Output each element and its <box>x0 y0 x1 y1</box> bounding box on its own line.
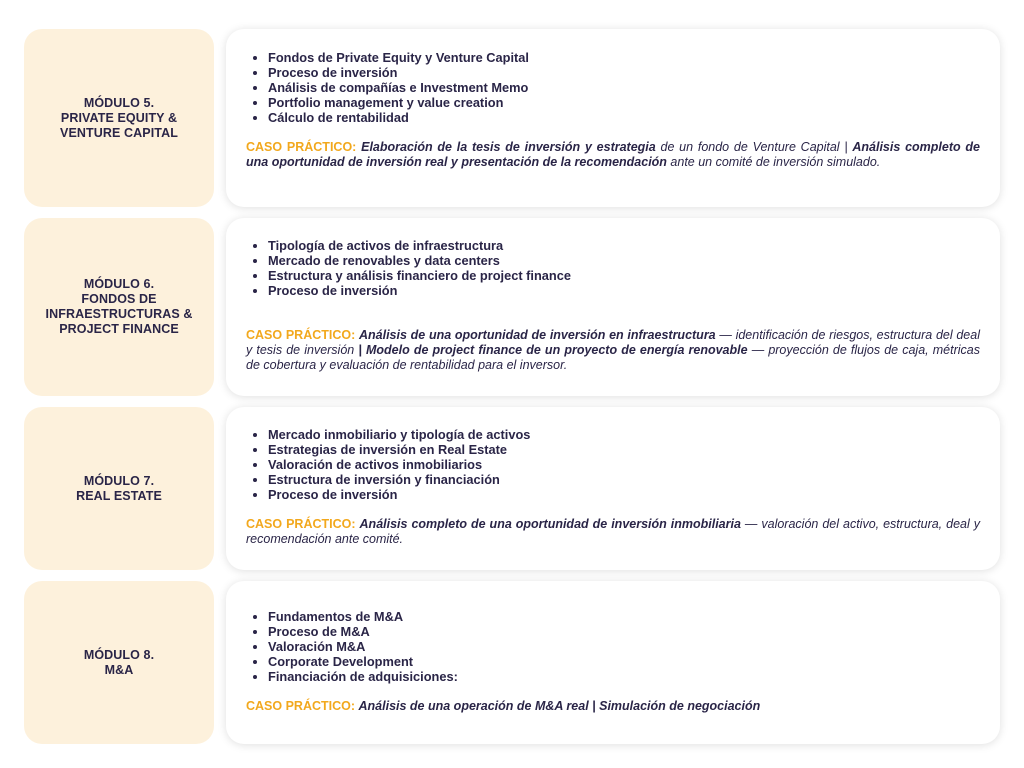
case-study-text <box>246 699 980 714</box>
case-study-text <box>246 328 980 373</box>
case-study-normal: ante un comité de inversión simulado. <box>666 155 881 169</box>
module-label-box <box>24 581 214 744</box>
module-title <box>76 474 162 504</box>
case-study-normal: — valoración del activo, estructura, deal y recomendación ante comité. <box>246 517 980 546</box>
module-content-card <box>226 218 1000 396</box>
module-title-line: MÓDULO 8. <box>83 647 155 662</box>
module-title-line: FONDOS DE <box>81 292 157 306</box>
case-study-bold: Análisis de una operación de M&A real | Simulación de negociación <box>358 699 761 713</box>
topic-item: • Proceso de inversión <box>268 65 980 80</box>
module-content-card <box>226 407 1000 570</box>
topic-item: • Cálculo de rentabilidad <box>268 110 980 125</box>
module-title <box>60 96 178 141</box>
topic-item: • Mercado inmobiliario y tipología de activos <box>268 427 980 442</box>
topic-item: • Valoración de activos inmobiliarios <box>268 457 980 472</box>
case-study-text <box>246 140 980 170</box>
module-title-line: REAL ESTATE <box>76 488 162 503</box>
topic-item: • Financiación de adquisiciones: <box>268 669 980 684</box>
case-study-bold: Análisis de una oportunidad de inversión en infraestructura <box>359 328 716 342</box>
topic-item: • Portfolio management y value creation <box>268 95 980 110</box>
module-row-5 <box>24 29 1000 207</box>
topic-item: • Estrategias de inversión en Real Estate <box>268 442 980 457</box>
case-study-bold: Análisis completo de una oportunidad de inversión real y presentación de la recomendación <box>246 140 981 169</box>
topic-item: • Corporate Development <box>268 654 980 669</box>
module-label-box <box>24 407 214 570</box>
topic-item: • Estructura de inversión y financiación <box>268 472 980 487</box>
case-study-bold: | Modelo de project finance de un proyecto de energía renovable <box>358 343 748 357</box>
module-label-box <box>24 29 214 207</box>
topic-list <box>246 427 980 502</box>
topic-item: • Mercado de renovables y data centers <box>268 253 980 268</box>
topic-list <box>246 609 980 684</box>
topic-item: • Proceso de inversión <box>268 283 980 298</box>
case-study-normal: — proyección de flujos de caja, métricas de cobertura y evaluación de rentabilidad para el inversor. <box>246 343 980 372</box>
topic-item: • Estructura y análisis financiero de project finance <box>268 268 980 283</box>
topic-item: • Fundamentos de M&A <box>268 609 980 624</box>
case-study-tag: CASO PRÁCTICO: <box>246 140 357 154</box>
module-title-line: INFRAESTRUCTURAS & <box>45 307 193 321</box>
topic-item: • Fondos de Private Equity y Venture Capital <box>268 50 980 65</box>
topic-item: • Proceso de M&A <box>268 624 980 639</box>
module-content-card <box>226 581 1000 744</box>
module-label-box <box>24 218 214 396</box>
module-title-line: VENTURE CAPITAL <box>60 125 178 140</box>
module-title-line: MÓDULO 5. <box>83 95 155 110</box>
case-study-normal: de un fondo de Venture Capital | <box>655 140 853 154</box>
module-row-7 <box>24 407 1000 570</box>
module-row-8 <box>24 581 1000 744</box>
module-title-line: MÓDULO 6. <box>83 277 155 291</box>
case-study-bold: Análisis completo de una oportunidad de inversión inmobiliaria <box>359 517 741 531</box>
module-content-card <box>226 29 1000 207</box>
topic-item: • Análisis de compañías e Investment Memo <box>268 80 980 95</box>
module-title-line: M&A <box>104 662 134 677</box>
module-title-line: PROJECT FINANCE <box>59 322 179 336</box>
module-row-6 <box>24 218 1000 396</box>
case-study-normal: — identificación de riesgos, estructura del deal y tesis de inversión <box>246 328 980 357</box>
module-title-line: PRIVATE EQUITY & <box>60 110 178 125</box>
case-study-tag: CASO PRÁCTICO: <box>246 328 356 342</box>
case-study-bold: Elaboración de la tesis de inversión y estrategia <box>361 140 656 154</box>
module-title-line: MÓDULO 7. <box>83 473 155 488</box>
topic-item: • Tipología de activos de infraestructura <box>268 238 980 253</box>
case-study-text <box>246 517 980 547</box>
case-study-tag: CASO PRÁCTICO: <box>246 517 356 531</box>
topic-item: • Proceso de inversión <box>268 487 980 502</box>
case-study-tag: CASO PRÁCTICO: <box>246 699 356 713</box>
topic-list <box>246 50 980 125</box>
module-title <box>46 277 193 337</box>
topic-item: • Valoración M&A <box>268 639 980 654</box>
topic-list <box>246 238 980 298</box>
module-title <box>84 648 154 678</box>
